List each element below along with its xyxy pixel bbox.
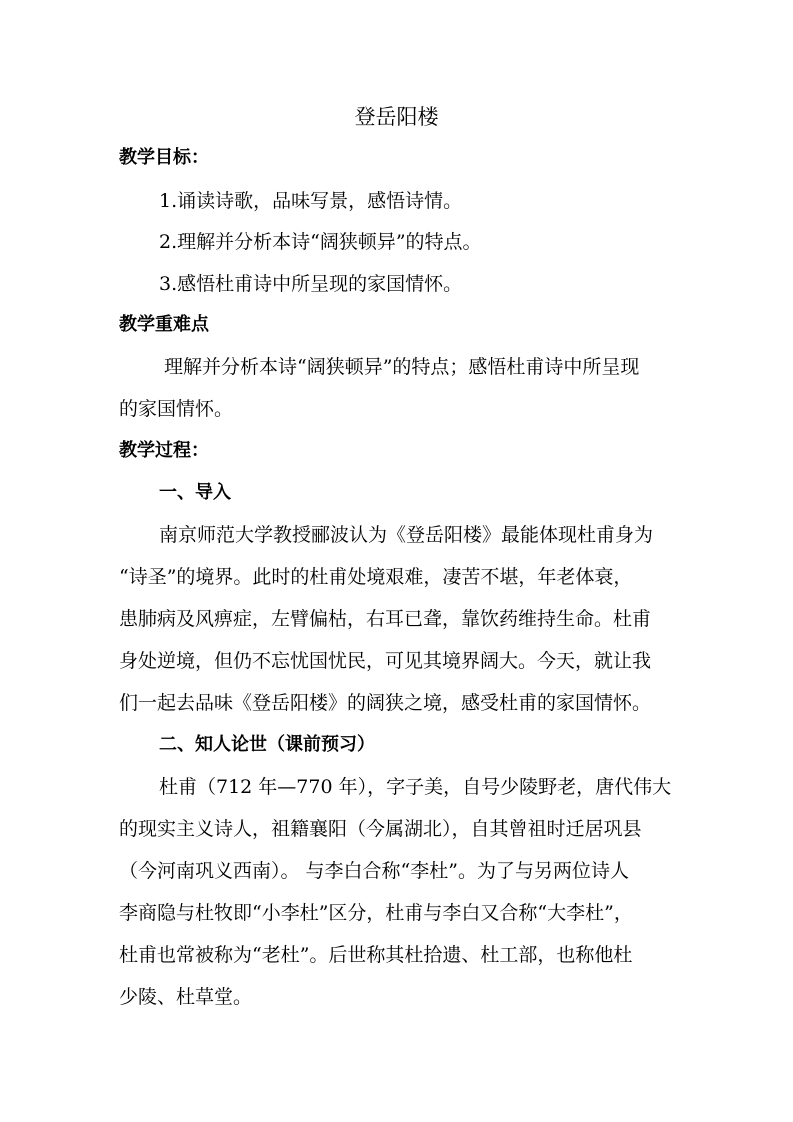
- objective-item: 3.感悟杜甫诗中所呈现的家国情怀。: [159, 273, 463, 295]
- key-points-text: 理解并分析本诗“阔狭顿异”的特点；感悟杜甫诗中所呈现: [164, 356, 640, 378]
- paragraph-line: 患肺病及风痹症，左臂偏枯，右耳已聋，靠饮药维持生命。杜甫: [119, 608, 652, 630]
- paragraph-line: 杜甫（712 年—770 年），字子美，自号少陵野老，唐代伟大: [159, 776, 672, 798]
- key-points-text: 的家国情怀。: [119, 398, 234, 420]
- paragraph-line: 杜甫也常被称为“老杜”。后世称其杜拾遗、杜工部，也称他杜: [119, 944, 633, 966]
- key-points-heading: 教学重难点: [119, 314, 209, 335]
- paragraph-line: 身处逆境，但仍不忘忧国忧民，可见其境界阔大。今天，就让我: [119, 650, 652, 672]
- paragraph-line: （今河南巩义西南）。 与李白合称“李杜”。为了与另两位诗人: [119, 860, 629, 882]
- section-heading-intro: 一、导入: [159, 482, 231, 503]
- document-title: 登岳阳楼: [354, 105, 439, 129]
- paragraph-line: 们一起去品味《登岳阳楼》的阔狭之境，感受杜甫的家国情怀。: [119, 692, 652, 714]
- objectives-heading: 教学目标：: [119, 147, 209, 168]
- paragraph-line: “诗圣”的境界。此时的杜甫处境艰难，凄苦不堪，年老体衰，: [119, 566, 633, 588]
- objective-item: 2.理解并分析本诗“阔狭顿异”的特点。: [159, 231, 482, 253]
- objective-item: 1.诵读诗歌，品味写景，感悟诗情。: [159, 190, 463, 212]
- paragraph-line: 李商隐与杜牧即“小李杜”区分，杜甫与李白又合称“大李杜”，: [119, 902, 633, 924]
- section-heading-background: 二、知人论世（课前预习）: [159, 734, 375, 755]
- paragraph-line: 南京师范大学教授郦波认为《登岳阳楼》最能体现杜甫身为: [159, 524, 654, 546]
- paragraph-line: 少陵、杜草堂。: [119, 986, 253, 1008]
- paragraph-line: 的现实主义诗人，祖籍襄阳（今属湖北），自其曾祖时迁居巩县: [119, 818, 642, 840]
- process-heading: 教学过程：: [119, 440, 209, 461]
